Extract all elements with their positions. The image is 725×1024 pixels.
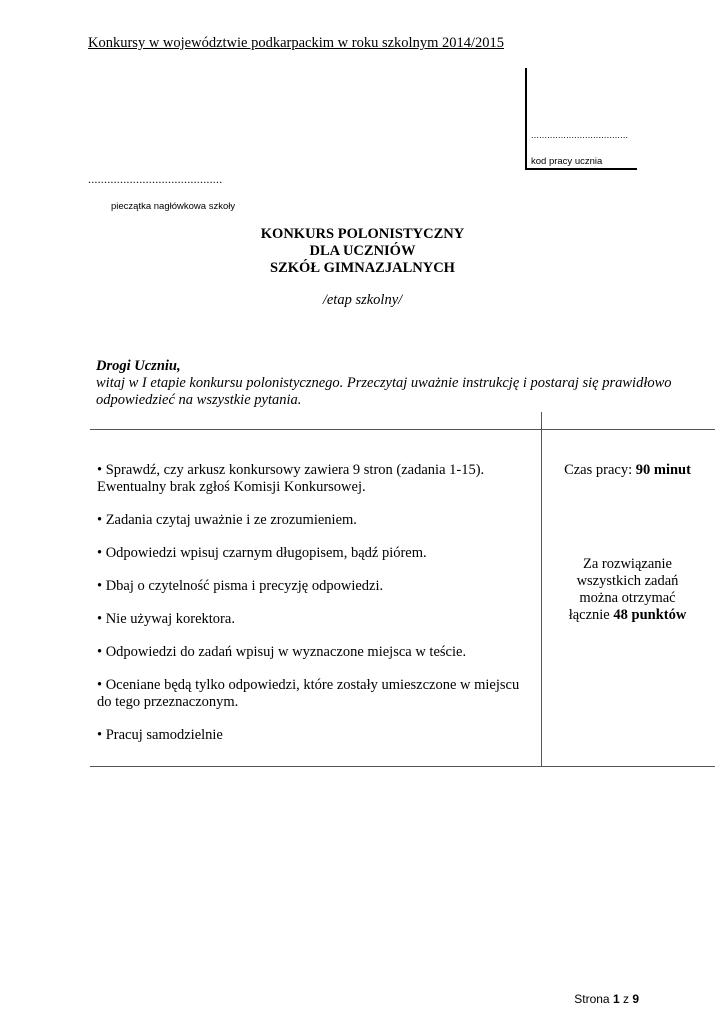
instruction-item: • Zadania czytaj uważnie i ze zrozumieniem. [97, 512, 357, 528]
page-current: 1 [612, 992, 620, 1006]
student-code-field: .................................... [531, 130, 629, 140]
page-number [574, 992, 639, 1006]
greeting-text: witaj w I etapie konkursu polonistycznego. Przeczytaj uważnie instrukcję i postaraj się prawidłowo odpowiedzieć na wszystkie pytania. [96, 375, 672, 408]
time-limit-label: Czas pracy: [564, 462, 636, 478]
contest-title-line: KONKURS POLONISTYCZNY [260, 226, 465, 242]
code-box-left-border [525, 68, 527, 170]
table-column-divider [541, 429, 542, 766]
max-points-prefix: łącznie [568, 607, 614, 623]
max-points-line: Za rozwiązanie [583, 556, 672, 572]
contest-title [0, 226, 725, 277]
instruction-item: • Oceniane będą tylko odpowiedzi, które zostały umieszczone w miejscu do tego przeznaczonym. [97, 677, 520, 710]
document-header: Konkursy w województwie podkarpackim w roku szkolnym 2014/2015 [88, 35, 505, 51]
table-bottom-border [90, 766, 715, 767]
instruction-item: • Nie używaj korektora. [97, 611, 235, 627]
instruction-item: • Pracuj samodzielnie [97, 727, 223, 743]
page-total: 9 [632, 992, 639, 1006]
page-separator: z [619, 992, 633, 1006]
school-stamp-label: pieczątka nagłówkowa szkoły [111, 201, 236, 212]
table-top-border [90, 429, 715, 430]
time-limit [545, 462, 710, 479]
max-points-line: można otrzymać [579, 590, 676, 606]
code-box-bottom-border [525, 168, 637, 170]
max-points-value: 48 punktów [613, 607, 687, 623]
page-label: Strona [574, 992, 613, 1006]
instructions-list [97, 462, 537, 760]
instruction-item: • Sprawdź, czy arkusz konkursowy zawiera 9 stron (zadania 1-15). Ewentualny brak zgłoś Komisji Konkursowej. [97, 462, 485, 495]
max-points [545, 556, 710, 624]
school-stamp-field: .......................................... [88, 172, 223, 186]
contest-stage: /etap szkolny/ [322, 292, 403, 308]
greeting-heading: Drogi Uczniu, [96, 358, 181, 374]
instruction-item: • Odpowiedzi wpisuj czarnym długopisem, bądź piórem. [97, 545, 427, 561]
table-divider-top [541, 412, 542, 430]
instruction-item: • Odpowiedzi do zadań wpisuj w wyznaczone miejsca w teście. [97, 644, 467, 660]
contest-title-line: DLA UCZNIÓW [309, 243, 416, 259]
max-points-line: wszystkich zadań [576, 573, 679, 589]
student-code-label: kod pracy ucznia [531, 156, 603, 167]
time-limit-value: 90 minut [635, 462, 691, 478]
greeting-block [96, 358, 711, 409]
contest-title-line: SZKÓŁ GIMNAZJALNYCH [270, 260, 455, 276]
instruction-item: • Dbaj o czytelność pisma i precyzję odpowiedzi. [97, 578, 384, 594]
